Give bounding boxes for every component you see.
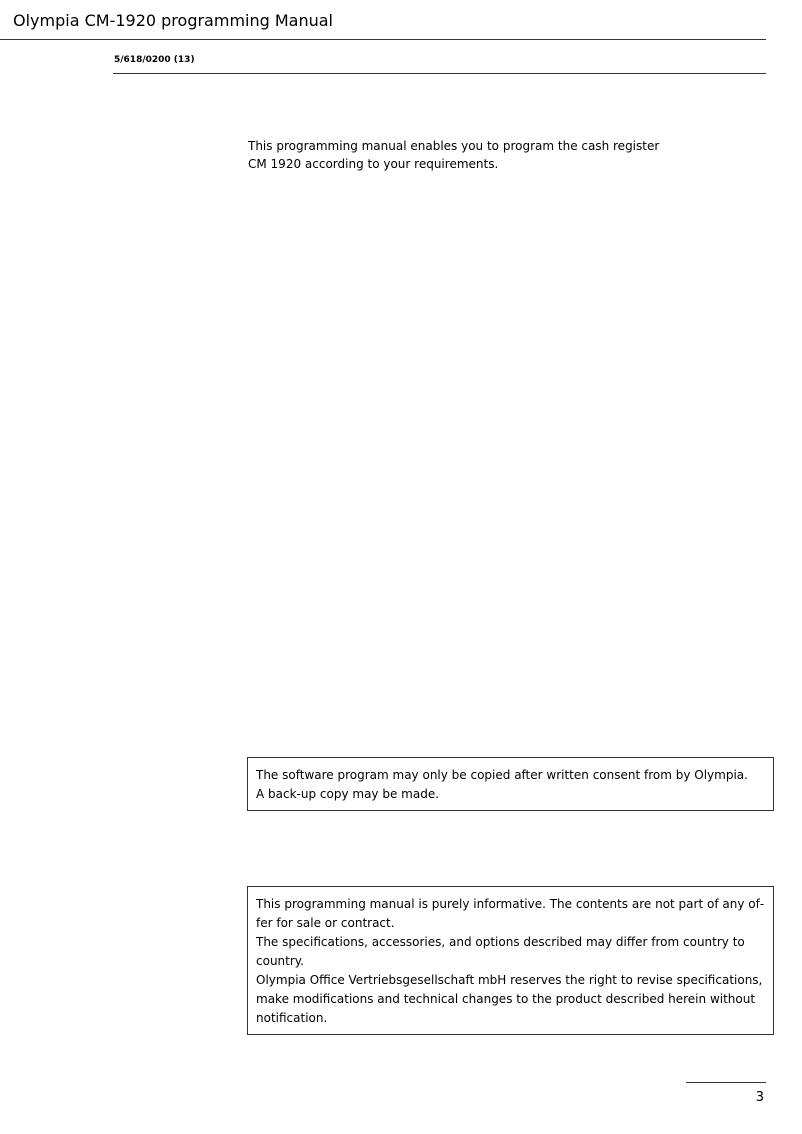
header-rule bbox=[0, 39, 766, 40]
footer-rule bbox=[686, 1082, 766, 1083]
copy-notice-box bbox=[247, 757, 774, 811]
page-number: 3 bbox=[755, 1090, 764, 1105]
document-title: Olympia CM-1920 programming Manual bbox=[13, 11, 333, 30]
intro-line: CM 1920 according to your requirements. bbox=[248, 157, 499, 171]
code-rule bbox=[113, 73, 766, 74]
disclaimer-paragraph: This programming manual is purely informative. The contents are not part of any offer for sale or contract. bbox=[256, 897, 765, 930]
intro-text bbox=[248, 137, 748, 173]
disclaimer-box bbox=[247, 886, 774, 1035]
intro-line: This programming manual enables you to program the cash register bbox=[248, 139, 660, 153]
document-code: 5/618/0200 (13) bbox=[114, 55, 195, 65]
disclaimer-paragraph: Olympia Office Vertriebsgesellschaft mbH reserves the right to revise specifications, make modifications and technical changes to the product described herein without notification. bbox=[256, 973, 763, 1025]
disclaimer-paragraph: The specifications, accessories, and options described may differ from country to country. bbox=[256, 935, 745, 968]
copy-notice-line: A back-up copy may be made. bbox=[256, 787, 440, 801]
copy-notice-line: The software program may only be copied after written consent from by Olympia. bbox=[256, 768, 748, 782]
